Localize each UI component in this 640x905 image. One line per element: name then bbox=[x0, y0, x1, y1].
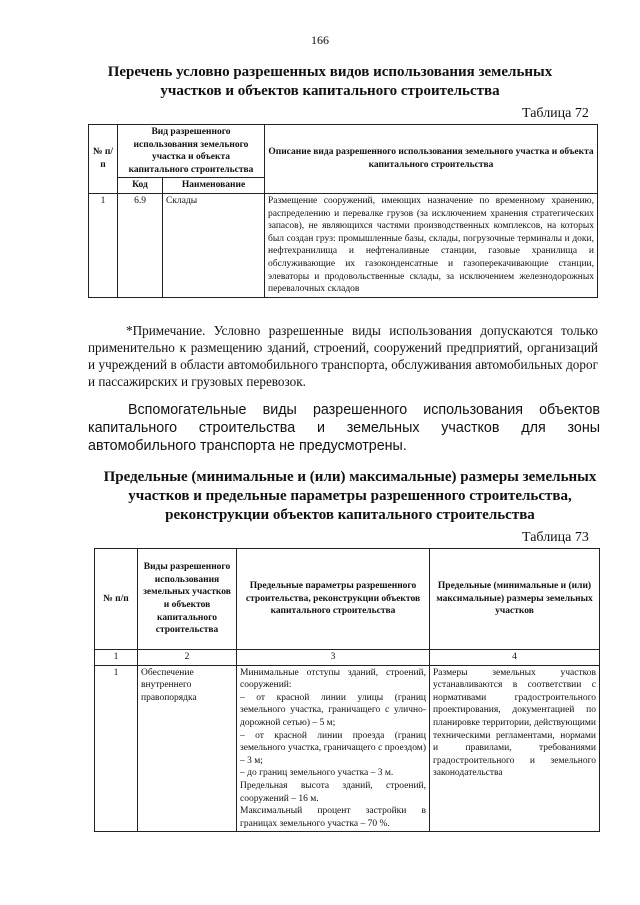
params-line: – до границ земельного участка – 3 м. bbox=[240, 768, 394, 779]
table73-colnum-3: 3 bbox=[237, 650, 430, 666]
table72-header-num: № п/п bbox=[89, 125, 118, 194]
table73-cell-num: 1 bbox=[95, 665, 138, 832]
table72-header-row bbox=[89, 125, 598, 178]
table73-cell-sizes: Размеры земельных участков устанавливаются в соответствии с нормативами градостроительного проектирования, документацией по планировке территории, действующими техническими регламентами, нормами и правилами, требованиями градостроительного и земельного законодательства bbox=[430, 665, 600, 832]
title1-line2: участков и объектов капитального строительства bbox=[160, 83, 500, 99]
params-line: Предельная высота зданий, строений, сооружений – 16 м. bbox=[240, 780, 426, 804]
table73-header-num: № п/п bbox=[95, 549, 138, 650]
table72-label: Таблица 72 bbox=[522, 106, 589, 121]
table73-header-sizes: Предельные (минимальные и (или) максимальные) размеры земельных участков bbox=[430, 549, 600, 650]
title2-line2: участков и предельные параметры разрешенного строительства, bbox=[128, 488, 572, 504]
section-title-2 bbox=[60, 468, 640, 525]
table-72 bbox=[88, 124, 598, 298]
page-number: 166 bbox=[311, 33, 329, 47]
table72-header-description: Описание вида разрешенного использования земельного участка и объекта капитального строительства bbox=[265, 125, 598, 194]
title2-line1: Предельные (минимальные и (или) максимальные) размеры земельных bbox=[103, 469, 597, 485]
table72-header-name: Наименование bbox=[163, 178, 265, 194]
table72-cell-code: 6.9 bbox=[118, 193, 163, 297]
table73-colnum-4: 4 bbox=[430, 650, 600, 666]
table72-cell-num: 1 bbox=[89, 193, 118, 297]
table73-colnum-2: 2 bbox=[138, 650, 237, 666]
table73-header-row bbox=[95, 549, 600, 650]
table73-cell-kind: Обеспечение внутреннего правопорядка bbox=[138, 665, 237, 832]
auxiliary-paragraph: Вспомогательные виды разрешенного использования объектов капитального строительства и земельных участков для зоны автомобильного транспорта не предусмотрены. bbox=[88, 402, 600, 454]
section-title-1 bbox=[40, 63, 620, 101]
params-line: – от красной линии улицы (границ земельного участка, граничащего с улично-дорожной сетью) – 5 м; bbox=[240, 692, 426, 728]
params-line: – от красной линии проезда (границ земельного участка, граничащего с проездом) – 3 м; bbox=[240, 730, 426, 766]
table73-cell-params bbox=[237, 665, 430, 832]
table73-label: Таблица 73 bbox=[522, 530, 589, 545]
table72-header-code: Код bbox=[118, 178, 163, 194]
table73-header-kinds: Виды разрешенного использования земельных участков и объектов капитального строительства bbox=[138, 549, 237, 650]
table73-colnum-1: 1 bbox=[95, 650, 138, 666]
table-row bbox=[89, 193, 598, 297]
table-73 bbox=[94, 548, 600, 832]
table-row bbox=[95, 665, 600, 832]
table73-colnum-row bbox=[95, 650, 600, 666]
params-line: Максимальный процент застройки в границах земельного участка – 70 %. bbox=[240, 806, 426, 829]
note-paragraph: *Примечание. Условно разрешенные виды использования допускаются только применительно к размещению зданий, строений, сооружений предприятий, организаций и учреждений в области автомобильного транспорта, обслуживания автомобильных дорог и пассажирских и грузовых перевозок. bbox=[88, 323, 598, 389]
table72-header-kind: Вид разрешенного использования земельного участка и объекта капитального строительства bbox=[118, 125, 265, 178]
params-line: Минимальные отступы зданий, строений, сооружений: bbox=[240, 667, 426, 691]
table72-cell-name: Склады bbox=[163, 193, 265, 297]
table73-header-params: Предельные параметры разрешенного строительства, реконструкции объектов капитального строительства bbox=[237, 549, 430, 650]
title1-line1: Перечень условно разрешенных видов использования земельных bbox=[107, 64, 553, 80]
title2-line3: реконструкции объектов капитального строительства bbox=[165, 507, 535, 523]
table72-cell-description: Размещение сооружений, имеющих назначение по временному хранению, распределению и перевалке грузов (за исключением хранения стратегических запасов), не являющихся частями производственных комплексов, на которых был создан груз: промышленные базы, склады, погрузочные терминалы и доки, нефтехранилища и нефтеналивные станции, газовые хранилища и обслуживающие их газоконденсатные и газоперекачивающие станции, элеваторы и продовольственные склады, за исключением железнодорожных перевалочных складов bbox=[265, 193, 598, 297]
